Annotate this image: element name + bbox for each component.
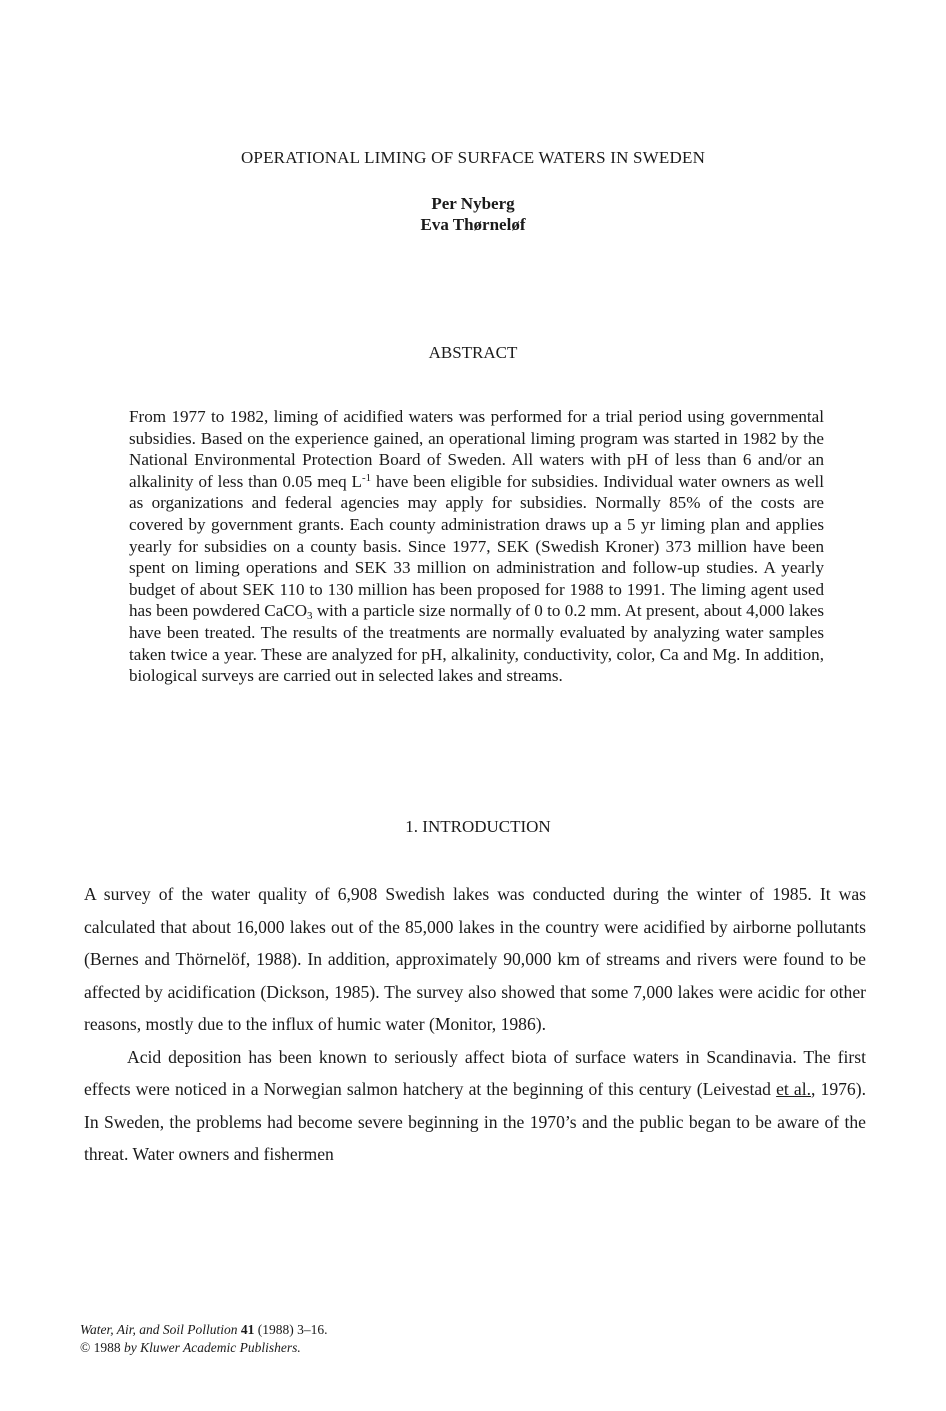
introduction-heading: 1. INTRODUCTION bbox=[405, 817, 551, 836]
paper-title: OPERATIONAL LIMING OF SURFACE WATERS IN SWEDEN bbox=[240, 148, 706, 167]
paragraph bbox=[84, 1041, 866, 1171]
paragraph-text: , 1976). In Sweden, the problems had become severe beginning in the 1970’s and the public began to be aware of the threat. Water owners and fishermen bbox=[84, 1079, 866, 1164]
publisher-name: by Kluwer Academic Publishers. bbox=[124, 1340, 301, 1355]
abstract-heading: ABSTRACT bbox=[428, 343, 518, 362]
author-name: Per Nyberg bbox=[431, 194, 515, 213]
journal-volume: 41 bbox=[240, 1322, 255, 1337]
journal-pages: (1988) 3–16. bbox=[257, 1322, 328, 1337]
abstract-text-part: From 1977 to 1982, liming of acidified waters was performed for a trial period using governmental subsidies. Based on the experience gained, an operational liming program was started in 1982 by the National Environmental Protection Board of Sweden. All waters with pH of less than 6 and/or an alkalinity of less than 0.05 meq L bbox=[129, 407, 824, 491]
introduction-body bbox=[84, 878, 866, 1171]
copyright-year: © 1988 bbox=[80, 1340, 121, 1355]
publication-footer bbox=[80, 1321, 580, 1357]
paragraph-text: Acid deposition has been known to seriously affect biota of surface waters in Scandinavia. The first effects were noticed in a Norwegian salmon hatchery at the beginning of this century (Leivestad bbox=[84, 1046, 866, 1099]
author-name: Eva Thørneløf bbox=[420, 215, 526, 234]
copyright-line bbox=[80, 1339, 580, 1357]
superscript: -1 bbox=[362, 471, 372, 484]
citation-et-al: et al. bbox=[776, 1079, 812, 1099]
journal-citation bbox=[80, 1321, 580, 1339]
author-list bbox=[0, 193, 946, 235]
paragraph: A survey of the water quality of 6,908 Swedish lakes was conducted during the winter of 1985. It was calculated that about 16,000 lakes out of the 85,000 lakes in the country were acidified by airborne pollutants (Bernes and Thörnelöf, 1988). In addition, approximately 90,000 km of streams and rivers were found to be affected by acidification (Dickson, 1985). The survey also showed that some 7,000 lakes were acidic for other reasons, mostly due to the influx of humic water (Monitor, 1986). bbox=[84, 884, 866, 1034]
abstract-text-part: with a particle size normally of 0 to 0.2 mm. At present, about 4,000 lakes have been treated. The results of the treatments are normally evaluated by analyzing water samples taken twice a year. These are analyzed for pH, alkalinity, conductivity, color, Ca and Mg. In addition, biological surveys are carried out in selected lakes and streams. bbox=[129, 601, 824, 686]
subscript: 3 bbox=[307, 610, 313, 623]
abstract-text-part: have been eligible for subsidies. Individual water owners as well as organizations and federal agencies may apply for subsidies. Normally 85% of the costs are covered by government grants. Each county administration draws up a 5 yr liming plan and applies yearly for subsidies on a county basis. Since 1977, SEK (Swedish Kroner) 373 million have been spent on liming operations and SEK 33 million on administration and follow-up studies. A yearly budget of about SEK 110 to 130 million has been proposed for 1988 to 1991. The liming agent used has been powdered CaCO bbox=[129, 471, 825, 621]
journal-name: Water, Air, and Soil Pollution bbox=[80, 1322, 238, 1337]
abstract-text bbox=[129, 406, 824, 687]
